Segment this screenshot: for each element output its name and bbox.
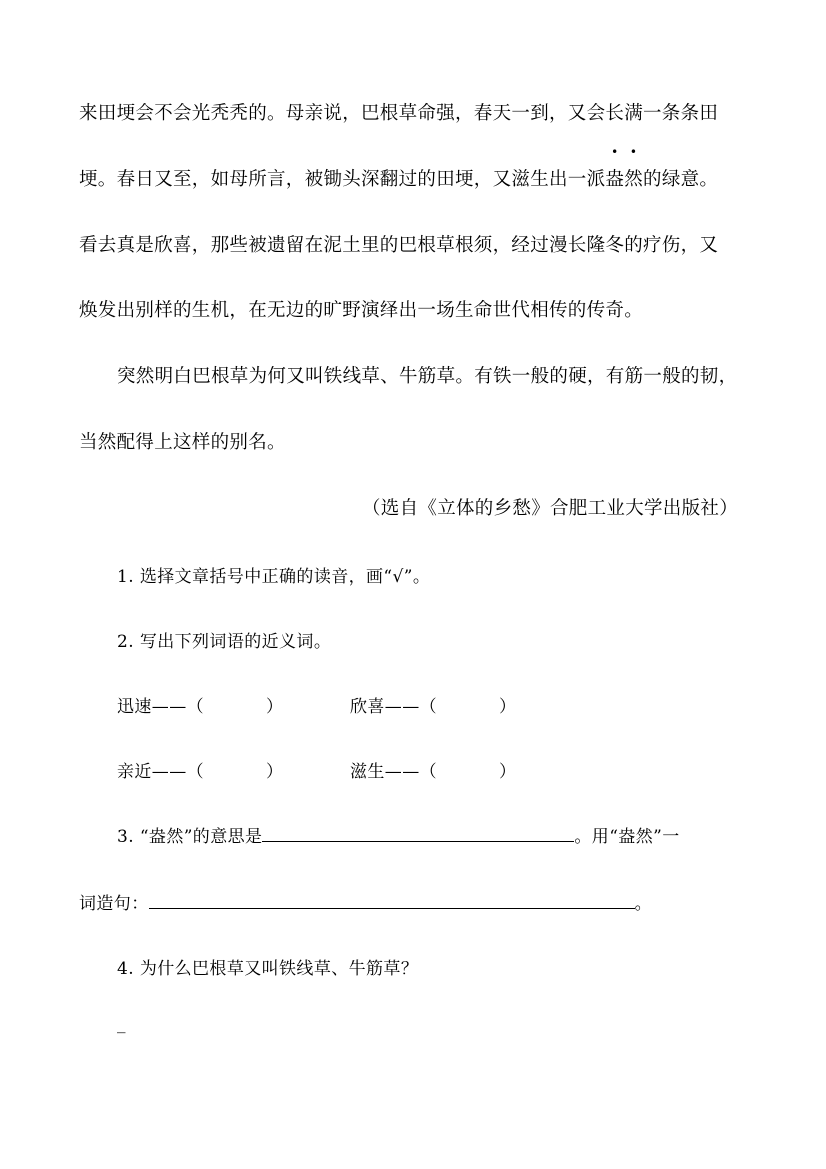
passage-line-2 <box>79 165 718 191</box>
synonym-word: 滋生——（ <box>350 762 437 782</box>
synonym-item-1 <box>117 692 283 717</box>
passage-line-6: 当然配得上这样的别名。 <box>79 432 286 453</box>
passage-line-2-text: 埂。春日又至，如母所言，被锄头深翻过的田埂，又滋生出一派 <box>79 169 606 190</box>
synonym-word: 欣喜——（ <box>350 697 437 717</box>
question-3-end: 。 <box>634 894 653 914</box>
synonym-close: ） <box>266 762 284 782</box>
synonym-item-3 <box>117 757 283 782</box>
synonym-close: ） <box>499 697 517 717</box>
answer-mark[interactable]: _ <box>117 1014 126 1034</box>
passage-line-1: 来田埂会不会光秃秃的。母亲说，巴根草命强，春天一到，又会长满一条条田 <box>79 103 719 124</box>
meaning-answer-line[interactable] <box>262 823 574 842</box>
emphasis-char-ang: 盎 <box>605 169 625 190</box>
synonym-item-4 <box>350 757 516 782</box>
synonym-close: ） <box>266 697 284 717</box>
emphasis-char-ran: 然 <box>624 169 644 190</box>
source-citation: （选自《立体的乡愁》合肥工业大学出版社） <box>362 498 739 519</box>
sentence-answer-line[interactable] <box>149 890 635 909</box>
passage-line-2-end: 的绿意。 <box>643 169 719 190</box>
synonym-word: 亲近——（ <box>117 762 204 782</box>
question-3-sentence <box>79 889 652 914</box>
synonym-item-2 <box>350 692 516 717</box>
question-2: 2. 写出下列词语的近义词。 <box>117 632 332 652</box>
question-3-text: 3. “盎然”的意思是 <box>117 827 263 847</box>
synonym-close: ） <box>499 762 517 782</box>
question-3-text-3: 词造句： <box>79 894 149 914</box>
passage-line-5: 突然明白巴根草为何又叫铁线草、牛筋草。有铁一般的硬，有筋一般的韧， <box>117 366 738 387</box>
passage-line-3: 看去真是欣喜，那些被遗留在泥土里的巴根草根须，经过漫长隆冬的疗伤，又 <box>79 235 719 256</box>
passage-line-4: 焕发出别样的生机，在无边的旷野演绎出一场生命世代相传的传奇。 <box>79 300 644 321</box>
question-1: 1. 选择文章括号中正确的读音，画“√”。 <box>117 567 431 587</box>
question-3 <box>117 822 680 847</box>
question-3-text-2: 。用“盎然”一 <box>574 827 680 847</box>
question-4: 4. 为什么巴根草又叫铁线草、牛筋草？ <box>117 959 419 979</box>
synonym-word: 迅速——（ <box>117 697 204 717</box>
